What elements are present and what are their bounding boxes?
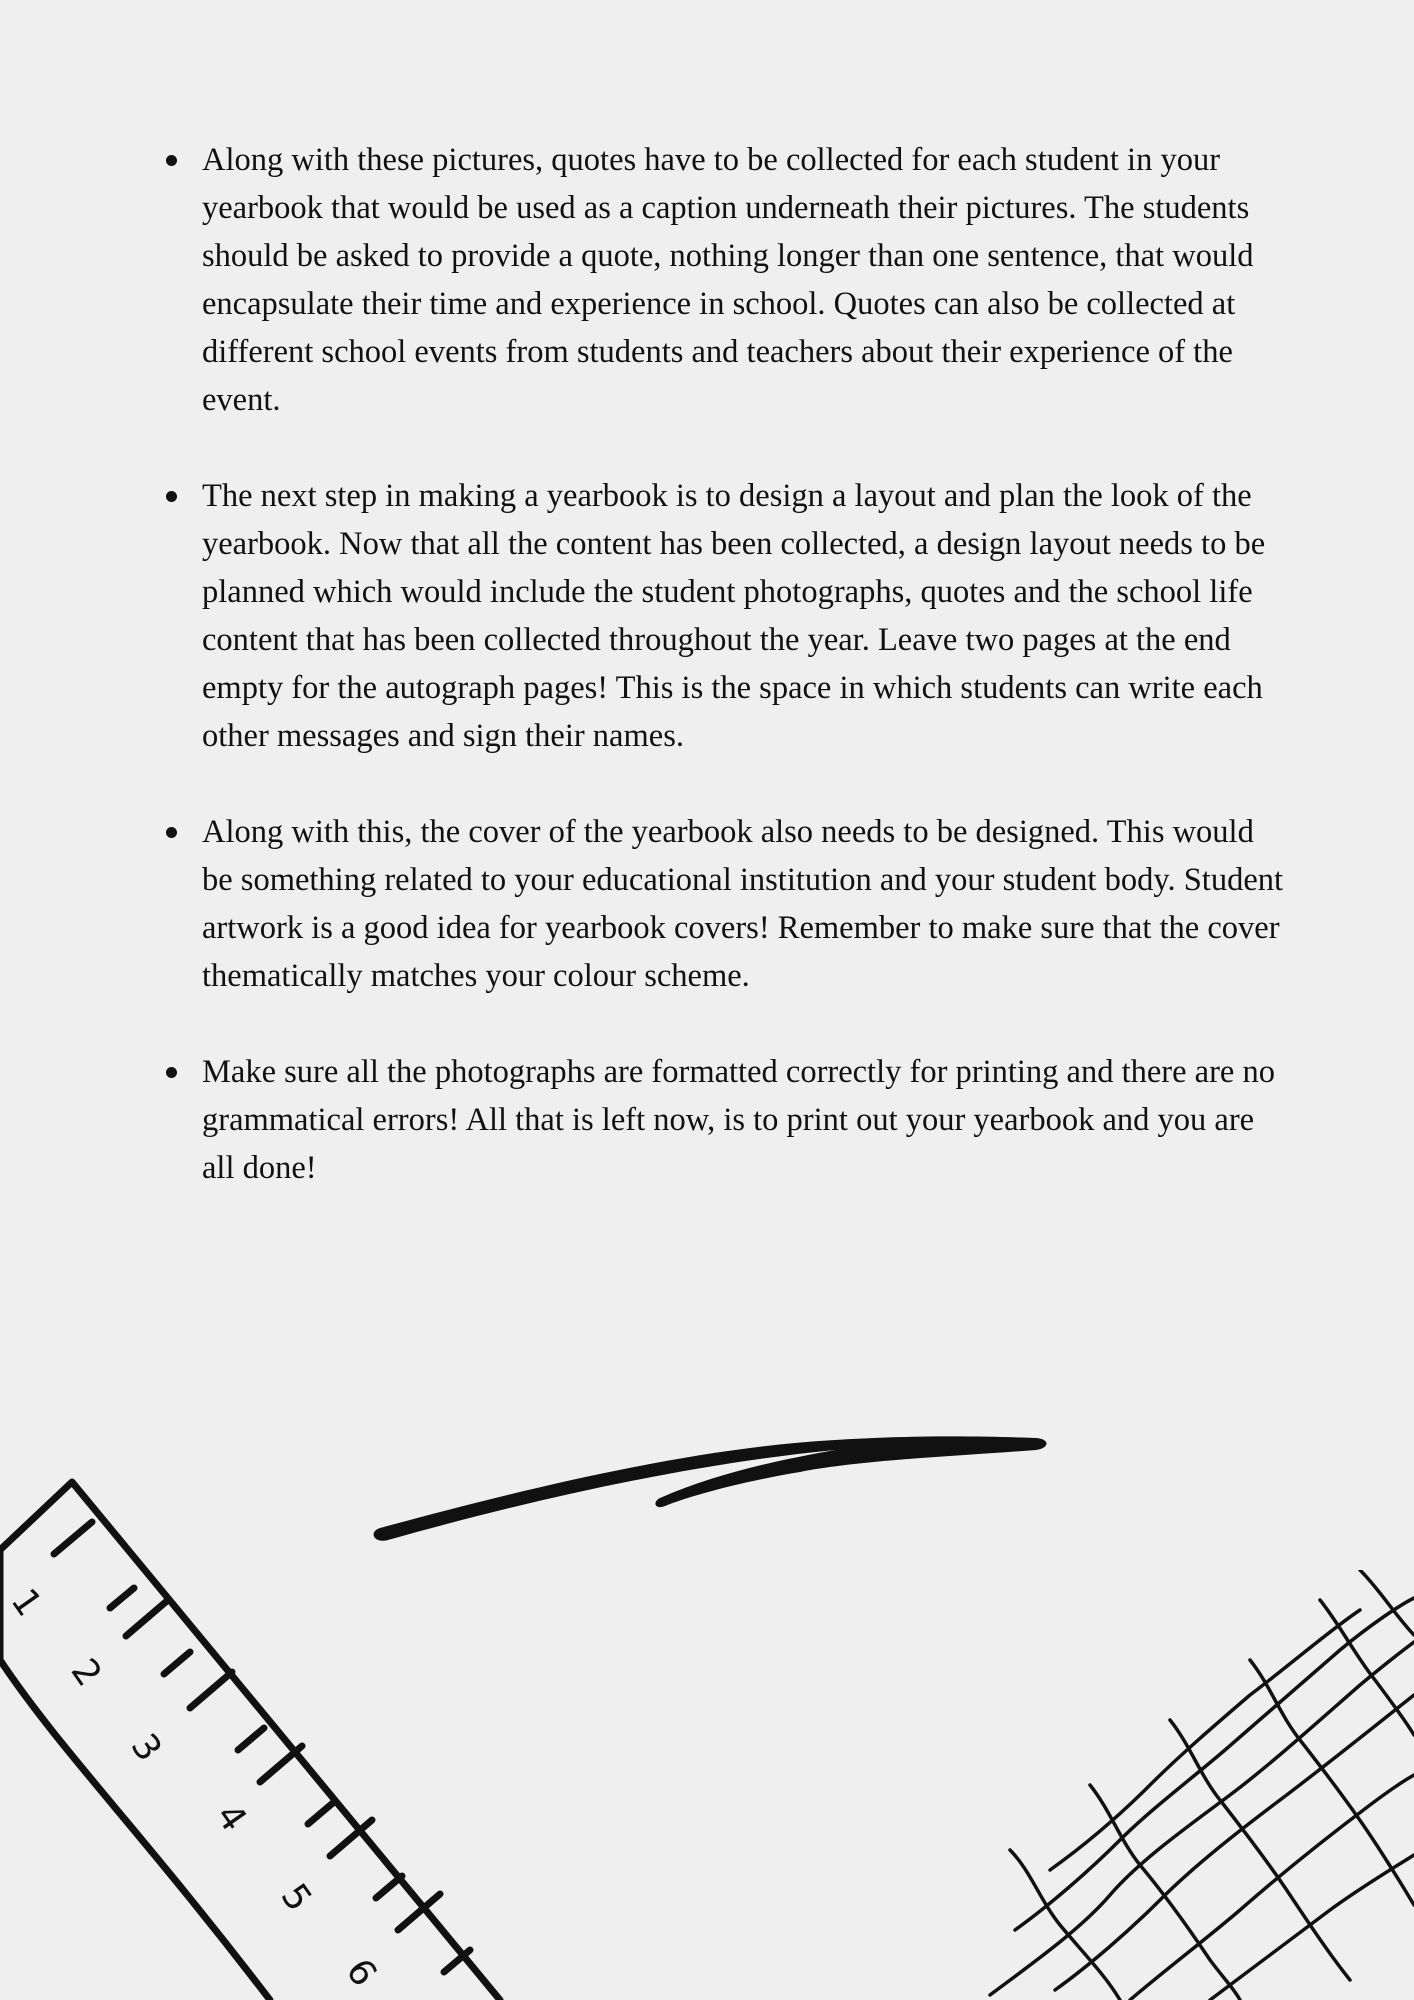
document-body	[160, 136, 1290, 1240]
bullet-item-cover: Along with this, the cover of the yearbook also needs to be designed. This would be something related to your educational institution and your student body. Student artwork is a good idea for yearbook covers! Remember to make sure that the cover thematically matches your colour scheme.	[160, 808, 1290, 1000]
ruler-number-4: 4	[207, 1796, 255, 1839]
ruler-number-6: 6	[337, 1951, 385, 1994]
ruler-doodle-icon	[0, 1460, 520, 2000]
bullet-item-printing: Make sure all the photographs are formatted correctly for printing and there are no grammatical errors! All that is left now, is to print out your yearbook and you are all done!	[160, 1048, 1290, 1192]
wavy-grid-doodle-icon	[960, 1570, 1414, 2000]
ruler-number-5: 5	[272, 1876, 320, 1919]
bullet-list	[160, 136, 1290, 1192]
bullet-item-quotes: Along with these pictures, quotes have to be collected for each student in your yearbook that would be used as a caption underneath their pictures. The students should be asked to provide a quote, nothing longer than one sentence, that would encapsulate their time and experience in school. Quotes can also be collected at different school events from students and teachers about their experience of the event.	[160, 136, 1290, 424]
bullet-item-layout: The next step in making a yearbook is to design a layout and plan the look of the yearbook. Now that all the content has been collected, a design layout needs to be planned which would include the student photographs, quotes and the school life content that has been collected throughout the year. Leave two pages at the end empty for the autograph pages! This is the space in which students can write each other messages and sign their names.	[160, 472, 1290, 760]
ruler-number-1: 1	[2, 1581, 50, 1624]
ruler-number-2: 2	[62, 1651, 110, 1694]
ruler-number-3: 3	[122, 1726, 170, 1769]
